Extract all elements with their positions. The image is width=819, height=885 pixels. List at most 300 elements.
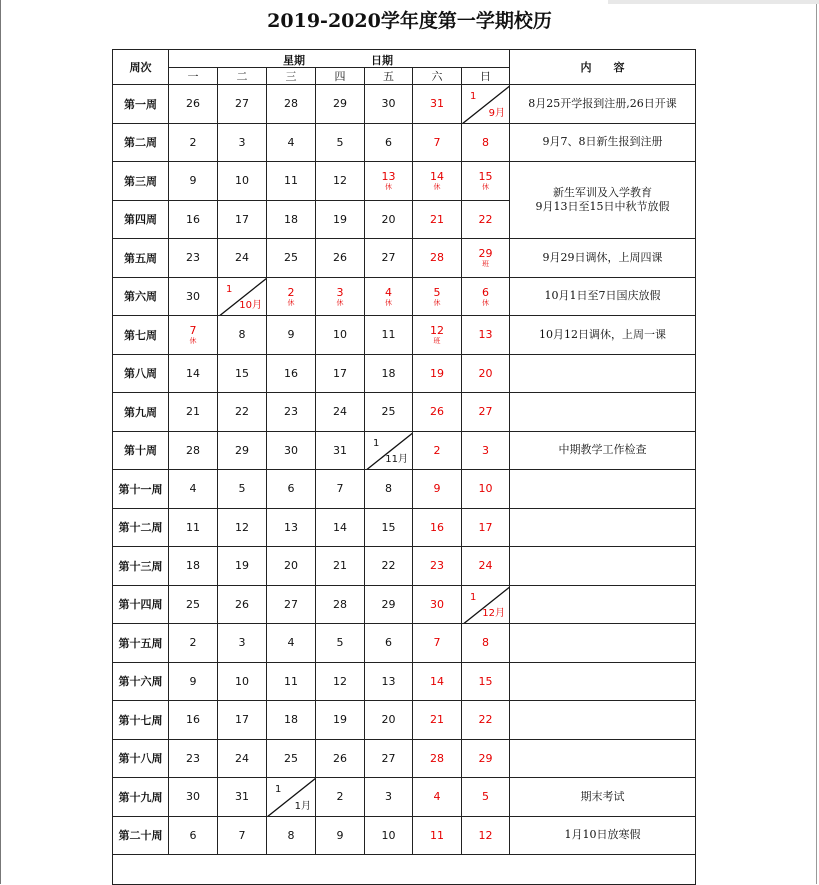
date-cell xyxy=(413,739,462,778)
date-cell xyxy=(267,739,316,778)
date-cell xyxy=(365,316,413,355)
date-cell xyxy=(169,393,218,432)
date-cell xyxy=(169,277,218,316)
date-cell xyxy=(316,200,365,239)
day-number: 14 xyxy=(430,674,444,688)
date-cell xyxy=(267,470,316,509)
day-number: 4 xyxy=(433,790,441,804)
month-start-cell xyxy=(365,431,413,470)
day-number: 27 xyxy=(381,751,396,765)
day-number: 26 xyxy=(333,251,347,265)
date-cell xyxy=(462,816,510,855)
week-content xyxy=(510,508,696,547)
week-content xyxy=(510,85,696,124)
date-cell xyxy=(169,123,218,162)
day-number: 21 xyxy=(430,713,444,727)
weekday-name: 三 xyxy=(267,68,316,85)
day-number: 12 xyxy=(235,520,249,534)
week-row xyxy=(113,662,696,701)
week-row xyxy=(113,393,696,432)
date-cell xyxy=(267,662,316,701)
day-number: 10 xyxy=(381,828,396,842)
date-cell xyxy=(365,701,413,740)
header-row-top xyxy=(113,50,696,68)
month-start-day: 1 xyxy=(226,283,233,295)
date-cell xyxy=(365,778,413,817)
date-cell xyxy=(316,508,365,547)
date-cell xyxy=(365,739,413,778)
holiday-mark: 休 xyxy=(385,298,392,307)
day-number: 29 xyxy=(478,751,493,765)
holiday-mark: 休 xyxy=(482,298,489,307)
date-cell xyxy=(218,662,267,701)
holiday-mark: 休 xyxy=(433,183,441,192)
date-cell xyxy=(316,431,365,470)
week-content xyxy=(510,739,696,778)
day-number: 10 xyxy=(235,174,249,188)
date-cell xyxy=(169,354,218,393)
week-label: 第十一周 xyxy=(113,470,169,509)
date-cell xyxy=(413,624,462,663)
date-cell xyxy=(267,239,316,278)
weekday-name: 二 xyxy=(218,68,267,85)
date-cell xyxy=(413,778,462,817)
weekday-name: 五 xyxy=(365,68,413,85)
day-number: 22 xyxy=(381,559,396,573)
week-row xyxy=(113,624,696,663)
content-line: 9月7、8日新生报到注册 xyxy=(542,135,663,149)
date-cell xyxy=(316,123,365,162)
month-start-day: 1 xyxy=(470,591,477,603)
date-cell xyxy=(218,354,267,393)
week-row xyxy=(113,354,696,393)
day-number: 20 xyxy=(381,212,396,226)
date-cell xyxy=(462,123,510,162)
date-cell xyxy=(316,547,365,586)
day-number: 16 xyxy=(284,366,298,380)
day-number: 26 xyxy=(333,751,347,765)
day-number: 30 xyxy=(186,289,200,303)
date-cell xyxy=(169,470,218,509)
date-cell xyxy=(218,508,267,547)
date-cell xyxy=(413,316,462,355)
week-label: 第十二周 xyxy=(113,508,169,547)
date-cell xyxy=(413,662,462,701)
date-cell xyxy=(462,508,510,547)
week-content xyxy=(510,316,696,355)
day-number: 16 xyxy=(186,212,200,226)
date-cell xyxy=(365,200,413,239)
date-cell xyxy=(169,431,218,470)
day-number: 14 xyxy=(333,520,347,534)
date-cell xyxy=(218,162,267,201)
date-cell xyxy=(267,200,316,239)
date-cell xyxy=(316,393,365,432)
day-number: 5 xyxy=(433,285,441,299)
day-number: 14 xyxy=(186,366,200,380)
date-cell xyxy=(413,816,462,855)
day-number: 5 xyxy=(238,482,246,496)
week-row xyxy=(113,701,696,740)
day-number: 17 xyxy=(333,366,347,380)
day-number: 2 xyxy=(189,135,197,149)
day-number: 18 xyxy=(284,212,298,226)
day-number: 16 xyxy=(186,713,200,727)
day-number: 11 xyxy=(284,174,298,188)
day-number: 11 xyxy=(284,674,298,688)
week-row xyxy=(113,585,696,624)
week-label: 第十三周 xyxy=(113,547,169,586)
month-start-day: 1 xyxy=(470,91,477,102)
date-cell xyxy=(316,470,365,509)
date-cell xyxy=(462,778,510,817)
date-cell xyxy=(169,316,218,355)
week-content xyxy=(510,162,696,239)
date-cell xyxy=(462,431,510,470)
day-number: 9 xyxy=(287,328,295,342)
date-cell xyxy=(316,739,365,778)
week-row xyxy=(113,739,696,778)
week-label: 第七周 xyxy=(113,316,169,355)
date-cell xyxy=(267,816,316,855)
date-cell xyxy=(218,624,267,663)
date-cell xyxy=(365,508,413,547)
day-number: 29 xyxy=(235,443,249,457)
day-number: 3 xyxy=(238,636,246,650)
day-number: 5 xyxy=(336,636,344,650)
date-cell xyxy=(169,508,218,547)
workday-mark: 班 xyxy=(433,337,441,346)
week-row xyxy=(113,239,696,278)
date-cell xyxy=(316,277,365,316)
date-cell xyxy=(169,662,218,701)
date-cell xyxy=(316,585,365,624)
day-number: 4 xyxy=(189,482,197,496)
day-number: 8 xyxy=(287,828,295,842)
date-cell xyxy=(413,431,462,470)
date-cell xyxy=(413,123,462,162)
day-number: 3 xyxy=(238,135,246,149)
date-cell xyxy=(218,239,267,278)
holiday-mark: 休 xyxy=(287,298,295,307)
week-content xyxy=(510,701,696,740)
day-number: 28 xyxy=(333,597,347,611)
week-row xyxy=(113,316,696,355)
week-content xyxy=(510,547,696,586)
day-number: 5 xyxy=(482,790,489,804)
date-cell xyxy=(169,239,218,278)
calendar-body xyxy=(113,50,696,885)
date-cell xyxy=(462,393,510,432)
content-header: 内 容 xyxy=(510,50,696,85)
day-number: 4 xyxy=(287,135,295,149)
day-number: 31 xyxy=(333,443,347,457)
day-number: 19 xyxy=(235,559,249,573)
week-label: 第五周 xyxy=(113,239,169,278)
day-number: 11 xyxy=(381,328,396,342)
day-number: 12 xyxy=(478,828,493,842)
day-number: 26 xyxy=(186,97,200,111)
day-number: 17 xyxy=(235,212,249,226)
date-cell xyxy=(218,316,267,355)
date-cell xyxy=(218,123,267,162)
day-number: 31 xyxy=(235,790,249,804)
month-start-cell xyxy=(218,277,267,316)
day-number: 27 xyxy=(235,97,249,111)
day-number: 23 xyxy=(186,251,200,265)
day-number: 6 xyxy=(385,636,392,650)
weekday-name: 六 xyxy=(413,68,462,85)
day-number: 9 xyxy=(336,828,344,842)
week-row xyxy=(113,508,696,547)
week-label: 第十六周 xyxy=(113,662,169,701)
day-number: 6 xyxy=(385,135,392,149)
day-number: 30 xyxy=(186,790,200,804)
holiday-mark: 休 xyxy=(189,337,197,346)
page-title: 2019-2020学年度第一学期校历 xyxy=(267,10,552,32)
week-row xyxy=(113,816,696,855)
date-cell xyxy=(218,470,267,509)
day-number: 10 xyxy=(478,482,493,496)
week-row xyxy=(113,277,696,316)
date-cell xyxy=(365,585,413,624)
month-start-day: 1 xyxy=(275,784,282,795)
date-cell xyxy=(462,470,510,509)
workday-mark: 班 xyxy=(482,260,489,269)
week-label: 第十九周 xyxy=(113,778,169,817)
month-name: 12月 xyxy=(482,608,505,619)
day-number: 24 xyxy=(333,405,347,419)
day-number: 22 xyxy=(478,713,493,727)
day-number: 21 xyxy=(430,212,444,226)
date-cell xyxy=(316,662,365,701)
date-cell xyxy=(365,239,413,278)
week-row xyxy=(113,85,696,124)
day-number: 13 xyxy=(381,170,396,184)
weekday-name: 日 xyxy=(462,68,510,85)
date-header: 日期 xyxy=(371,54,393,67)
date-cell xyxy=(169,200,218,239)
day-number: 27 xyxy=(381,251,396,265)
week-label: 第三周 xyxy=(113,162,169,201)
month-name: 11月 xyxy=(385,454,408,465)
date-cell xyxy=(267,277,316,316)
date-cell xyxy=(365,393,413,432)
month-start-cell xyxy=(462,85,510,124)
day-number: 22 xyxy=(235,405,249,419)
date-cell xyxy=(316,85,365,124)
day-number: 18 xyxy=(284,713,298,727)
day-number: 4 xyxy=(287,636,295,650)
day-number: 9 xyxy=(189,674,197,688)
day-number: 23 xyxy=(430,559,444,573)
week-content xyxy=(510,277,696,316)
date-cell xyxy=(365,354,413,393)
day-number: 8 xyxy=(385,482,392,496)
date-cell xyxy=(413,470,462,509)
week-label: 第一周 xyxy=(113,85,169,124)
day-number: 25 xyxy=(284,751,298,765)
date-cell xyxy=(462,354,510,393)
month-start-cell xyxy=(267,778,316,817)
day-number: 8 xyxy=(482,135,489,149)
week-label: 第十周 xyxy=(113,431,169,470)
day-number: 15 xyxy=(235,366,249,380)
school-calendar-table xyxy=(112,49,696,885)
day-number: 11 xyxy=(186,520,200,534)
date-cell xyxy=(462,701,510,740)
day-number: 4 xyxy=(385,285,392,299)
week-content xyxy=(510,585,696,624)
date-cell xyxy=(169,739,218,778)
day-number: 13 xyxy=(284,520,298,534)
date-cell xyxy=(365,123,413,162)
date-cell xyxy=(316,354,365,393)
day-number: 10 xyxy=(333,328,347,342)
date-cell xyxy=(218,585,267,624)
date-cell xyxy=(267,547,316,586)
week-label: 第六周 xyxy=(113,277,169,316)
date-cell xyxy=(462,200,510,239)
week-content xyxy=(510,662,696,701)
day-number: 26 xyxy=(235,597,249,611)
date-cell xyxy=(169,162,218,201)
page-edge-right xyxy=(816,0,817,884)
day-number: 30 xyxy=(381,97,396,111)
date-cell xyxy=(267,123,316,162)
day-number: 20 xyxy=(478,366,493,380)
date-cell xyxy=(267,393,316,432)
content-line: 新生军训及入学教育 xyxy=(553,186,652,199)
day-number: 28 xyxy=(284,97,298,111)
date-cell xyxy=(413,200,462,239)
content-line: 10月12日调休，上周一课 xyxy=(539,327,666,341)
weekday-date-header xyxy=(169,50,510,68)
date-cell xyxy=(365,162,413,201)
date-cell xyxy=(316,624,365,663)
week-content xyxy=(510,354,696,393)
date-cell xyxy=(462,662,510,701)
day-number: 2 xyxy=(433,443,441,457)
day-number: 10 xyxy=(235,674,249,688)
week-label: 第二周 xyxy=(113,123,169,162)
day-number: 7 xyxy=(433,636,441,650)
date-cell xyxy=(365,662,413,701)
date-cell xyxy=(267,624,316,663)
date-cell xyxy=(462,547,510,586)
day-number: 31 xyxy=(430,97,444,111)
day-number: 27 xyxy=(284,597,298,611)
date-cell xyxy=(316,701,365,740)
month-name: 9月 xyxy=(488,107,505,119)
date-cell xyxy=(413,239,462,278)
content-line: 1月10日放寒假 xyxy=(564,828,641,842)
week-row xyxy=(113,162,696,201)
weekday-name: 四 xyxy=(316,68,365,85)
date-cell xyxy=(462,239,510,278)
day-number: 23 xyxy=(284,405,298,419)
week-row xyxy=(113,123,696,162)
day-number: 7 xyxy=(238,828,246,842)
day-number: 27 xyxy=(478,405,493,419)
week-content xyxy=(510,239,696,278)
date-cell xyxy=(169,624,218,663)
date-cell xyxy=(316,162,365,201)
content-line: 10月1日至7日国庆放假 xyxy=(544,289,661,303)
week-content xyxy=(510,778,696,817)
day-number: 8 xyxy=(482,636,489,650)
day-number: 7 xyxy=(336,482,344,496)
date-cell xyxy=(218,431,267,470)
date-cell xyxy=(267,701,316,740)
date-cell xyxy=(267,431,316,470)
blank-row xyxy=(113,855,696,885)
day-number: 13 xyxy=(478,328,493,342)
day-number: 9 xyxy=(189,174,197,188)
day-number: 28 xyxy=(430,251,444,265)
week-row xyxy=(113,431,696,470)
week-label: 第十八周 xyxy=(113,739,169,778)
date-cell xyxy=(316,316,365,355)
day-number: 24 xyxy=(478,559,493,573)
month-start-cell xyxy=(462,585,510,624)
date-cell xyxy=(462,624,510,663)
day-number: 17 xyxy=(478,520,493,534)
date-cell xyxy=(462,162,510,201)
week-label: 第四周 xyxy=(113,200,169,239)
date-cell xyxy=(365,277,413,316)
day-number: 20 xyxy=(284,559,298,573)
day-number: 13 xyxy=(381,674,396,688)
day-number: 25 xyxy=(284,251,298,265)
date-cell xyxy=(218,778,267,817)
day-number: 14 xyxy=(430,170,444,184)
day-number: 29 xyxy=(381,597,396,611)
date-cell xyxy=(413,585,462,624)
day-number: 24 xyxy=(235,251,249,265)
date-cell xyxy=(413,354,462,393)
day-number: 28 xyxy=(430,751,444,765)
day-number: 24 xyxy=(235,751,249,765)
day-number: 30 xyxy=(284,443,298,457)
date-cell xyxy=(169,585,218,624)
day-number: 15 xyxy=(478,674,493,688)
date-cell xyxy=(218,816,267,855)
week-content xyxy=(510,393,696,432)
day-number: 23 xyxy=(186,751,200,765)
week-label: 第十四周 xyxy=(113,585,169,624)
date-cell xyxy=(267,354,316,393)
day-number: 21 xyxy=(333,559,347,573)
day-number: 5 xyxy=(336,135,344,149)
week-label: 第九周 xyxy=(113,393,169,432)
day-number: 25 xyxy=(186,597,200,611)
content-line: 中期教学工作检查 xyxy=(558,443,647,457)
day-number: 16 xyxy=(430,520,444,534)
day-number: 7 xyxy=(189,324,197,338)
top-strip xyxy=(608,0,819,4)
holiday-mark: 休 xyxy=(336,298,344,307)
week-content xyxy=(510,431,696,470)
day-number: 20 xyxy=(381,713,396,727)
day-number: 8 xyxy=(238,328,246,342)
date-cell xyxy=(267,316,316,355)
date-cell xyxy=(365,816,413,855)
week-content xyxy=(510,470,696,509)
day-number: 2 xyxy=(287,285,295,299)
date-cell xyxy=(218,547,267,586)
day-number: 12 xyxy=(430,324,444,338)
